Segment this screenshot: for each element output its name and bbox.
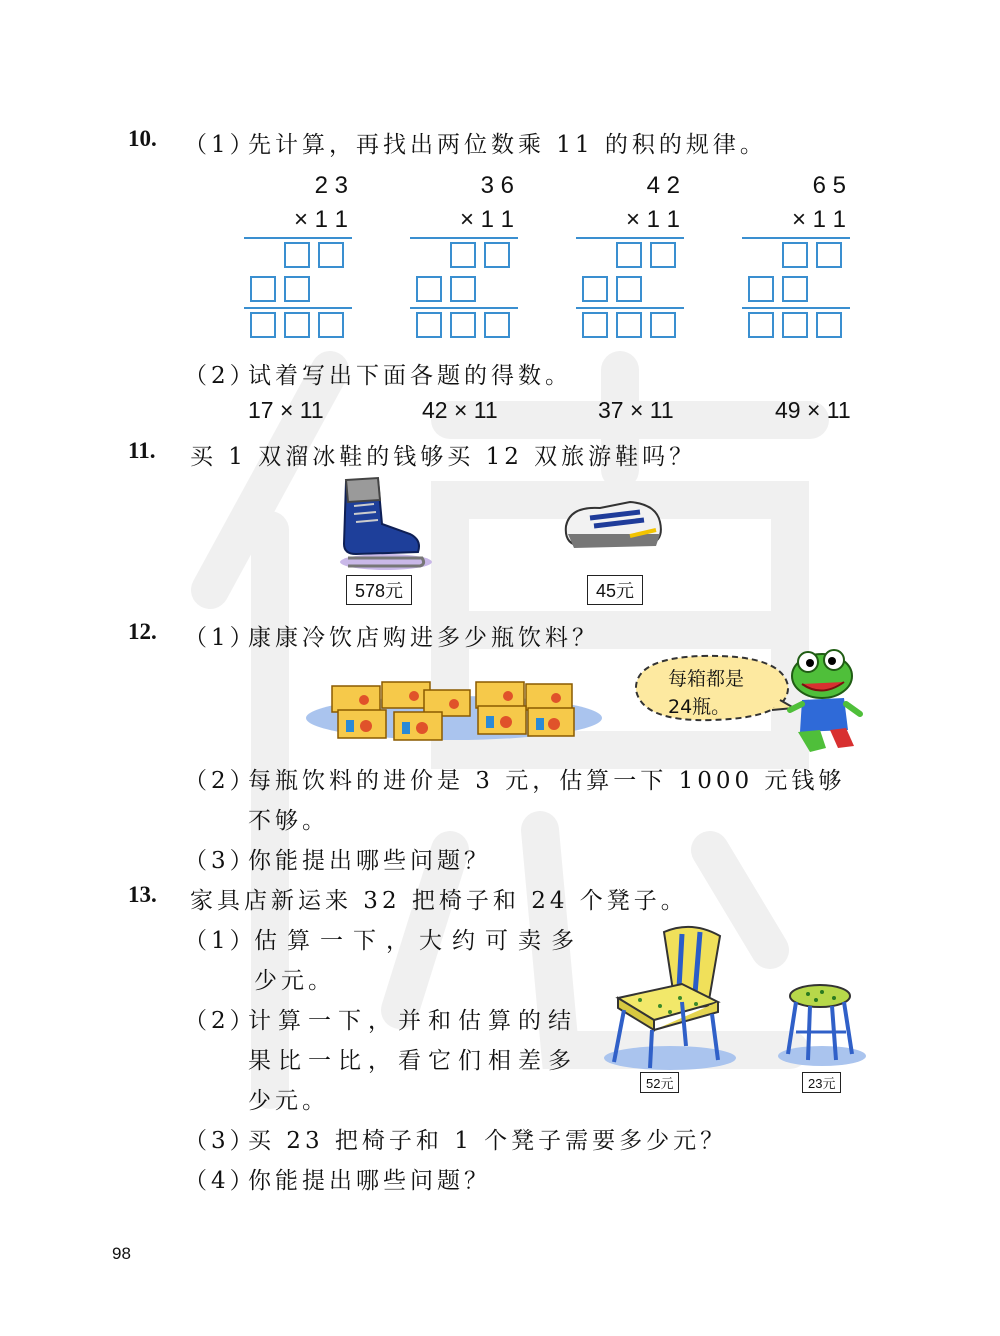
multiplication-36x11 <box>410 170 520 350</box>
q10-part2-label: （2） <box>184 363 257 389</box>
drink-boxes-image <box>304 670 604 750</box>
skate-price-tag: 578元 <box>346 575 412 605</box>
sneaker-image <box>560 496 668 556</box>
multiplicand: 2 3 <box>314 172 348 199</box>
q13-part2-line3: 少元。 <box>248 1088 329 1114</box>
answer-box[interactable] <box>450 242 476 268</box>
multiplication-65x11 <box>742 170 852 350</box>
q10-part1-label: （1） <box>184 132 257 158</box>
answer-box[interactable] <box>416 276 442 302</box>
answer-box[interactable] <box>650 242 676 268</box>
q13-part2-line2: 果比一比，看它们相差多 <box>248 1048 578 1074</box>
q13-part2-label: （2） <box>184 1008 257 1034</box>
answer-box[interactable] <box>484 242 510 268</box>
answer-box[interactable] <box>616 312 642 338</box>
q13-part2-line1: 计算一下，并和估算的结 <box>248 1008 578 1034</box>
q12-part1-label: （1） <box>184 625 257 651</box>
q13-part1-line1: 估算一下，大约可卖多 <box>254 928 584 954</box>
answer-box[interactable] <box>284 242 310 268</box>
answer-box[interactable] <box>250 276 276 302</box>
q10-part1-text: 先计算，再找出两位数乘 11 的积的规律。 <box>248 132 767 158</box>
answer-box[interactable] <box>782 312 808 338</box>
answer-box[interactable] <box>284 312 310 338</box>
q12-part3-text: 你能提出哪些问题？ <box>248 848 491 874</box>
rule-line <box>742 237 850 239</box>
multiplicand: 3 6 <box>480 172 514 199</box>
q12-part1-text: 康康冷饮店购进多少瓶饮料？ <box>248 625 599 651</box>
rule-line <box>410 307 518 309</box>
answer-box[interactable] <box>748 312 774 338</box>
page-number: 98 <box>112 1244 131 1263</box>
sneaker-price-tag: 45元 <box>587 575 643 605</box>
question-number-10: 10. <box>128 126 157 151</box>
expression: 17 × 11 <box>248 397 324 423</box>
multiplier: × 1 1 <box>459 206 514 233</box>
answer-box[interactable] <box>616 242 642 268</box>
frog-mascot <box>786 648 866 758</box>
answer-box[interactable] <box>250 312 276 338</box>
multiplicand: 6 5 <box>812 172 846 199</box>
chair-image <box>600 922 740 1072</box>
q13-part1-line2: 少元。 <box>254 968 335 994</box>
stool-image <box>774 980 868 1072</box>
q10-part2-text: 试着写出下面各题的得数。 <box>248 363 572 389</box>
answer-box[interactable] <box>284 276 310 302</box>
question-number-13: 13. <box>128 882 157 907</box>
multiplier: × 1 1 <box>625 206 680 233</box>
ice-skate-image <box>326 474 432 574</box>
bubble-text-line1: 每箱都是 <box>668 668 745 690</box>
q12-part2-text-line1: 每瓶饮料的进价是 3 元，估算一下 1000 元钱够 <box>248 768 846 794</box>
multiplicand: 4 2 <box>646 172 680 199</box>
answer-box[interactable] <box>748 276 774 302</box>
answer-box[interactable] <box>616 276 642 302</box>
chair-price-tag: 52元 <box>640 1072 679 1093</box>
q13-part3-label: （3） <box>184 1128 257 1154</box>
q12-part2-label: （2） <box>184 768 257 794</box>
answer-box[interactable] <box>318 312 344 338</box>
answer-box[interactable] <box>816 312 842 338</box>
multiplication-42x11 <box>576 170 686 350</box>
answer-box[interactable] <box>450 312 476 338</box>
expression: 37 × 11 <box>598 397 674 423</box>
answer-box[interactable] <box>582 312 608 338</box>
rule-line <box>244 307 352 309</box>
rule-line <box>244 237 352 239</box>
multiplication-23x11 <box>244 170 354 350</box>
answer-box[interactable] <box>484 312 510 338</box>
answer-box[interactable] <box>650 312 676 338</box>
answer-box[interactable] <box>416 312 442 338</box>
multiplier: × 1 1 <box>791 206 846 233</box>
multiplier: × 1 1 <box>293 206 348 233</box>
q13-part3-text: 买 23 把椅子和 1 个凳子需要多少元？ <box>248 1128 728 1154</box>
rule-line <box>742 307 850 309</box>
q12-part3-label: （3） <box>184 848 257 874</box>
expression: 42 × 11 <box>422 397 498 423</box>
answer-box[interactable] <box>782 276 808 302</box>
q12-part2-text-line2: 不够。 <box>248 808 329 834</box>
q13-part4-label: （4） <box>184 1168 257 1194</box>
expression: 49 × 11 <box>775 397 851 423</box>
q13-text: 家具店新运来 32 把椅子和 24 个凳子。 <box>190 888 688 914</box>
bubble-text-line2: 24瓶。 <box>668 696 731 718</box>
answer-box[interactable] <box>816 242 842 268</box>
question-number-11: 11. <box>128 438 156 463</box>
rule-line <box>576 307 684 309</box>
answer-box[interactable] <box>782 242 808 268</box>
rule-line <box>576 237 684 239</box>
rule-line <box>410 237 518 239</box>
stool-price-tag: 23元 <box>802 1072 841 1093</box>
answer-box[interactable] <box>450 276 476 302</box>
answer-box[interactable] <box>318 242 344 268</box>
q13-part4-text: 你能提出哪些问题？ <box>248 1168 491 1194</box>
answer-box[interactable] <box>582 276 608 302</box>
q11-text: 买 1 双溜冰鞋的钱够买 12 双旅游鞋吗？ <box>190 444 697 470</box>
question-number-12: 12. <box>128 619 157 644</box>
q13-part1-label: （1） <box>184 928 257 954</box>
